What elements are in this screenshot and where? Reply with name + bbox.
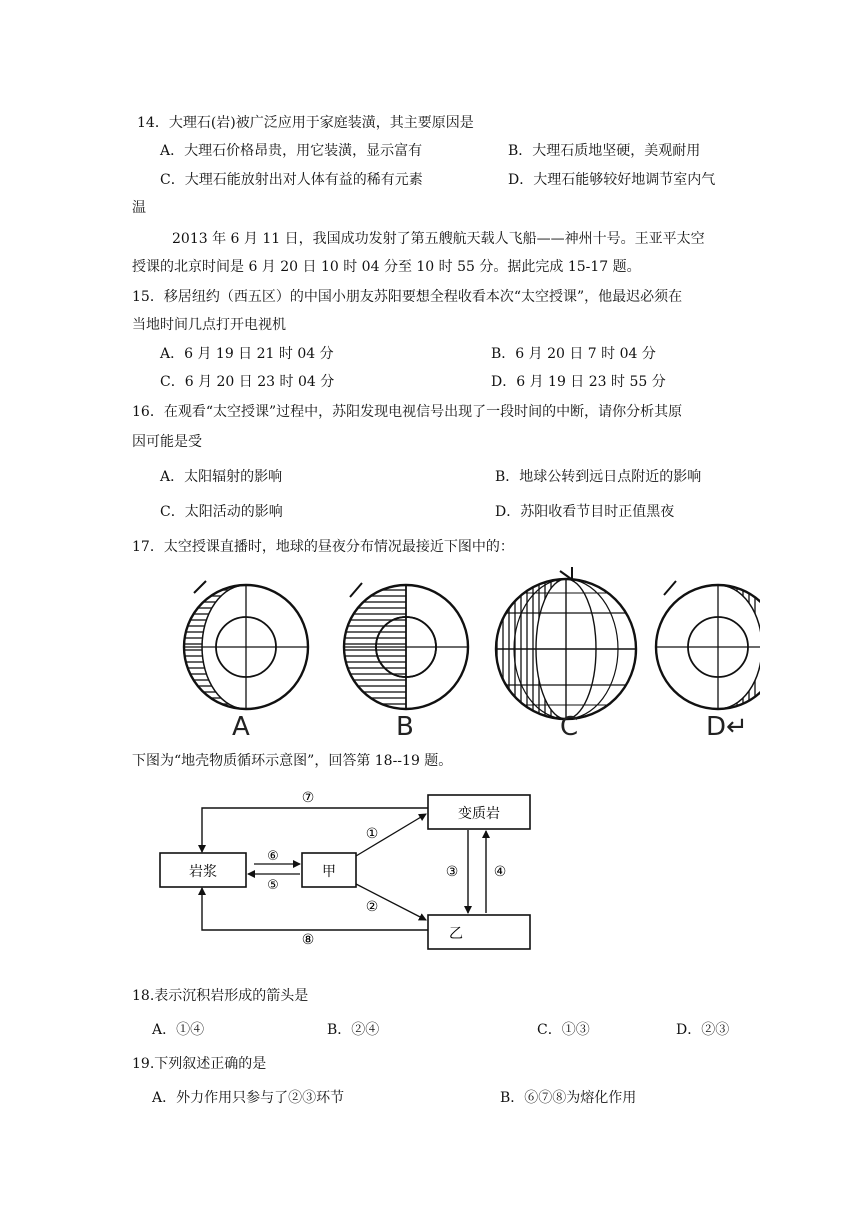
q19-option-a: A．外力作用只参与了②③环节 bbox=[152, 1090, 345, 1106]
q18-stem: 18.表示沉积岩形成的箭头是 bbox=[132, 988, 309, 1004]
q19-option-b: B．⑥⑦⑧为熔化作用 bbox=[500, 1090, 637, 1106]
label-yi: 乙 bbox=[449, 926, 463, 942]
label-magma: 岩浆 bbox=[189, 864, 217, 880]
q17-stem: 17．太空授课直播时，地球的昼夜分布情况最接近下图中的： bbox=[132, 539, 514, 555]
arrow-label-3: ③ bbox=[445, 864, 459, 880]
intro-paragraph-line2: 授课的北京时间是 6 月 20 日 10 时 04 分至 10 时 55 分。据此完成 15-17 题。 bbox=[132, 259, 641, 275]
diagram-label-a: A bbox=[232, 712, 250, 742]
q16-option-d: D．苏阳收看节目时正值黑夜 bbox=[495, 504, 675, 520]
q18-option-a: A．①④ bbox=[152, 1022, 205, 1038]
diagram-a bbox=[184, 581, 308, 709]
arrow-label-8: ⑧ bbox=[301, 932, 315, 948]
label-metamorphic: 变质岩 bbox=[458, 806, 500, 822]
q18-option-b: B．②④ bbox=[327, 1022, 380, 1038]
label-jia: 甲 bbox=[322, 864, 336, 880]
q15-stem-line2: 当地时间几点打开电视机 bbox=[132, 317, 286, 333]
q14-option-a: A．大理石价格昂贵，用它装潢，显示富有 bbox=[160, 143, 423, 159]
q14-option-d: D．大理石能够较好地调节室内气 bbox=[508, 172, 716, 188]
arrow-label-2: ② bbox=[365, 899, 379, 915]
diagram-b bbox=[344, 583, 468, 709]
q16-option-a: A．太阳辐射的影响 bbox=[160, 469, 283, 485]
q18-option-d: D．②③ bbox=[676, 1022, 730, 1038]
q16-stem-line1: 16．在观看“太空授课”过程中，苏阳发现电视信号出现了一段时间的中断，请你分析其原 bbox=[132, 404, 683, 420]
q15-option-a: A．6 月 19 日 21 时 04 分 bbox=[160, 346, 334, 362]
intro-cycle-diagram: 下图为“地壳物质循环示意图”，回答第 18--19 题。 bbox=[132, 753, 453, 769]
box-yi bbox=[428, 915, 530, 949]
q14-stem: 14．大理石(岩)被广泛应用于家庭装潢，其主要原因是 bbox=[137, 115, 474, 131]
diagram-c bbox=[496, 567, 636, 719]
q15-option-c: C．6 月 20 日 23 时 04 分 bbox=[160, 374, 335, 390]
diagram-d bbox=[656, 581, 760, 709]
q14-option-b: B．大理石质地坚硬，美观耐用 bbox=[508, 143, 701, 159]
q15-option-b: B．6 月 20 日 7 时 04 分 bbox=[491, 346, 656, 362]
arrow-label-4: ④ bbox=[493, 864, 507, 880]
diagram-label-c: C bbox=[560, 712, 579, 742]
q15-stem-line1: 15．移居纽约（西五区）的中国小朋友苏阳要想全程收看本次“太空授课”，他最迟必须在 bbox=[132, 289, 683, 305]
diagram-label-d: D↵ bbox=[706, 712, 748, 742]
q19-stem: 19.下列叙述正确的是 bbox=[132, 1056, 267, 1072]
q16-option-c: C．太阳活动的影响 bbox=[160, 504, 283, 520]
diagram-label-b: B bbox=[396, 712, 414, 742]
q16-option-b: B．地球公转到远日点附近的影响 bbox=[495, 469, 702, 485]
arrow-label-6: ⑥ bbox=[267, 849, 279, 864]
intro-paragraph-line1: 2013 年 6 月 11 日，我国成功发射了第五艘航天载人飞船——神州十号。王亚平太空 bbox=[172, 231, 705, 247]
q18-option-c: C．①③ bbox=[537, 1022, 590, 1038]
q15-option-d: D．6 月 19 日 23 时 55 分 bbox=[491, 374, 666, 390]
q16-stem-line2: 因可能是受 bbox=[132, 434, 202, 450]
rock-cycle-diagram bbox=[150, 780, 550, 955]
day-night-diagrams bbox=[170, 563, 760, 743]
arrow-label-7: ⑦ bbox=[301, 790, 315, 806]
q14-option-d-continued: 温 bbox=[132, 200, 146, 216]
q14-option-c: C．大理石能放射出对人体有益的稀有元素 bbox=[160, 172, 423, 188]
arrow-label-1: ① bbox=[365, 826, 379, 842]
arrow-label-5: ⑤ bbox=[267, 878, 279, 893]
